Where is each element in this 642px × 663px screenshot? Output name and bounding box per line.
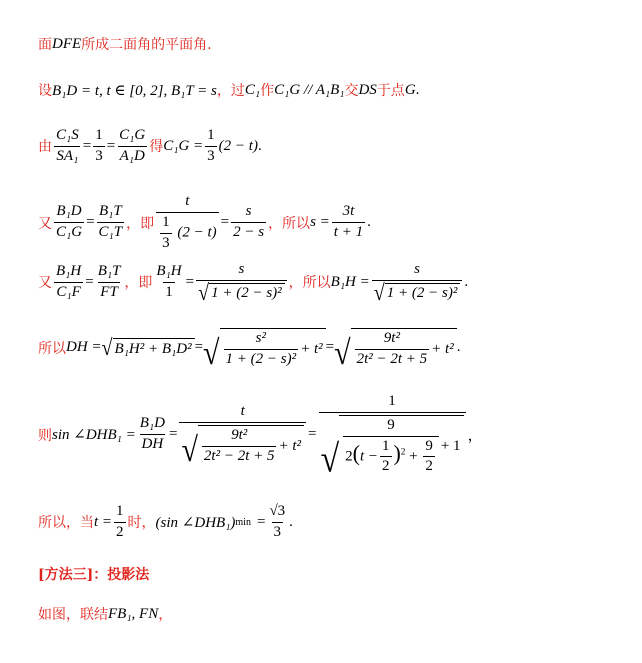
subscript: min [235,516,251,528]
text-line-7 [38,393,483,481]
cjk-text: 得 [149,139,164,156]
denominator: 2t² − 2t + 5 [356,350,428,367]
fraction [355,331,430,368]
cjk-text: 则 [38,427,52,444]
cjk-text: ，所以 [288,275,331,292]
fraction [54,128,81,165]
text-line-10 [38,604,172,624]
square-root: √ $\frac{\text{s²}}{\text{1 + (2 − s)²}}$ + t² [203,328,326,368]
math-expr: G [404,81,416,98]
denominator: 3 [273,523,282,540]
fraction [97,204,125,241]
fraction [231,204,266,241]
text-line-6 [38,328,461,372]
numerator: B₁D [56,203,82,220]
math-expr: FB₁, FN [108,605,159,622]
fraction [423,439,435,476]
denominator [156,212,219,252]
punct: . [367,214,371,231]
math-expr: + t² [300,340,323,357]
numerator: 3t [342,203,355,220]
denominator: C₁G [56,224,83,241]
math-op: = [256,513,266,530]
text-line-4 [38,194,371,251]
square-root: √ B₁H² + B₁D² [102,338,195,358]
text-line-5 [38,261,469,306]
cjk-text: 如图，联结 [38,607,108,623]
text-line-3 [38,128,262,165]
cjk-text: ， [158,607,173,623]
denominator: 2 [425,458,433,475]
numerator: 1 [95,127,103,143]
math-expr: B₁H = [330,273,370,290]
cjk-text: 设 [38,83,52,99]
math-expr: sin ∠DHB₁ = [52,427,136,443]
square-root: √ $\frac{\text{9t²}}{\text{2t² − 2t + 5}}$ + t² [181,425,304,465]
radicand: B₁H² + B₁D² [113,338,195,358]
numerator: s [245,203,252,220]
punct: . [257,137,262,154]
radicand: 1 + (2 − s)² [385,283,461,303]
cjk-text: 所成二面角的平面角. [81,37,212,53]
numerator: 1 [388,393,396,409]
fraction [205,128,217,165]
denominator: 2 [382,458,390,475]
numerator: 1 [162,213,170,230]
denominator [372,280,463,306]
denominator: A₁D [119,147,145,164]
cjk-text: 面 [38,37,52,53]
denominator: 3 [95,147,103,164]
math-expr: C₁ [244,81,261,98]
fraction [196,261,287,306]
math-expr: DH = [66,339,102,356]
numerator: B₁H [56,263,82,280]
denominator: 2 [116,523,124,540]
denominator: C₁T [98,224,123,241]
fraction [156,194,219,251]
math-op: = [86,214,95,231]
denominator: SA₁ [56,147,79,164]
fraction [138,416,167,453]
punct: . [289,513,293,530]
text-line-2 [38,80,419,100]
fraction [267,504,287,541]
math-expr: DFE [52,35,82,52]
numerator: s [238,261,245,277]
text-line-8 [38,504,293,541]
denominator: C₁F [56,283,81,300]
denominator: 1 + (2 − s)² [225,350,297,367]
fraction [96,264,123,301]
math-op: = [85,273,94,290]
numerator: s [414,261,420,277]
radicand [220,328,326,368]
numerator: B₁T [98,203,122,220]
denominator: t + 1 [333,224,364,241]
numerator: 9t² [231,427,248,444]
denominator: 1 [165,283,173,300]
fraction [224,331,299,368]
math-op: = [185,273,195,290]
denominator [319,412,466,481]
radicand: 1 + (2 − s)² [209,283,285,303]
math-op: + [409,448,418,465]
denominator: 2t² − 2t + 5 [203,447,275,464]
fraction [343,418,439,475]
fraction [160,215,172,252]
math-expr: + t² [431,340,454,357]
cjk-text: ，所以 [268,215,311,232]
math-op: = [82,137,92,154]
fraction [319,393,466,481]
radicand [198,425,304,465]
math-expr: C₁G // A₁B₁ [274,81,345,98]
denominator: DH [141,436,164,452]
numerator: B₁H [156,263,182,280]
math-op: = [194,339,204,356]
cjk-text: ，过 [216,83,245,99]
square-root: √ 9 2(t − $\frac{1}{2}$ )$^2$ + $\frac{9}{2}$ + 1 [321,415,464,475]
punct: . [415,81,420,98]
fraction [372,261,463,306]
denominator: 3 [207,147,215,164]
cjk-text: 又 [38,215,52,232]
fraction [154,264,183,301]
cjk-text: ，即 [126,215,155,232]
numerator: 1 [382,437,390,454]
text-line-9 [38,564,149,584]
punct: . [456,339,461,356]
square-root: √ 1 + (2 − s)² [198,283,285,303]
cjk-text: 所以，当 [38,515,94,532]
math-expr: DS [358,81,377,98]
square-root: √ $\frac{\text{9t²}}{\text{2t² − 2t + 5}}$ + t² [334,328,457,368]
numerator: B₁D [139,415,165,432]
punct: ， [467,428,483,444]
fraction [202,428,277,465]
numerator: 9t² [383,330,400,346]
math-op: = [168,426,178,442]
numerator: √3 [269,503,286,519]
cjk-text: 交 [344,83,359,99]
numerator: 9 [425,437,433,454]
text-line-1 [38,34,212,54]
cjk-text: 又 [38,275,52,292]
numerator: C₁S [56,127,79,143]
math-expr: t = [94,513,113,530]
cjk-text: 作 [260,83,275,99]
numerator: t [240,403,245,420]
denominator: 2 − s [233,224,265,241]
math-expr: (2 − t) [177,224,217,241]
numerator: 9 [387,416,395,433]
math-expr: (sin ∠DHB₁) [155,514,236,531]
math-expr: B₁D = t, t ∈ [0, 2], B₁T = s [52,82,217,99]
math-expr: s = [310,214,330,231]
square-root: √ 1 + (2 − s)² [374,283,461,303]
cjk-text: 时， [127,515,156,532]
fraction [114,504,126,541]
denominator: 3 [162,234,170,251]
fraction [54,264,83,301]
math-op: = [308,426,317,442]
numerator: s² [255,330,266,346]
denominator: FT [100,283,118,300]
exponent: 2 [400,446,406,457]
denominator [179,422,306,469]
cjk-text: 由 [38,139,52,156]
fraction [54,204,84,241]
radicand [351,328,457,368]
math-op: = [325,339,335,356]
fraction [93,128,105,165]
fraction [332,204,365,241]
numerator: B₁T [97,263,121,280]
numerator: C₁G [119,127,146,143]
punct: . [464,273,469,290]
math-expr: 2 [345,448,353,465]
math-expr: (2 − t) [218,137,258,154]
fraction [179,403,306,469]
section-heading: [方法三]：投影法 [38,567,150,583]
math-expr: + t² [278,437,302,454]
math-expr: + 1 [440,437,461,454]
math-expr: C₁G = [163,137,204,154]
math-expr: t − [360,448,379,465]
math-op: = [220,214,230,231]
numerator: 1 [116,503,124,519]
fraction [117,128,147,165]
cjk-text: ，即 [124,275,153,292]
math-op: = [106,137,116,154]
cjk-text: 于点 [376,83,405,99]
numerator: 1 [207,127,215,143]
denominator: 2(t − $\frac{1}{2}$ )$^2$ + $\frac{9}{2}$ [343,436,439,476]
denominator [196,280,287,306]
numerator: t [185,193,190,209]
radicand [339,415,463,475]
cjk-text: 所以 [38,340,66,357]
fraction [380,439,392,476]
